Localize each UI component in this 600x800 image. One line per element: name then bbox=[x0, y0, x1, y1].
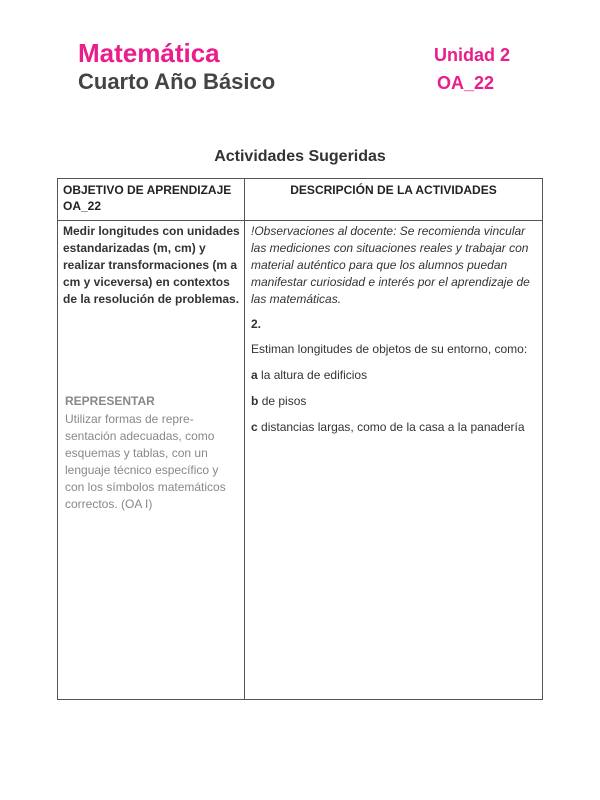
activity-intro: Estiman longitudes de objetos de su entorno, como: bbox=[251, 342, 528, 356]
list-item bbox=[251, 419, 536, 436]
activity-number: 2. bbox=[251, 317, 262, 331]
section-title: Actividades Sugeridas bbox=[214, 148, 386, 165]
item-text: distancias largas, como de la casa a la panadería bbox=[261, 420, 525, 434]
activities-table bbox=[57, 178, 543, 700]
table-row bbox=[58, 221, 543, 700]
header-objective: OBJETIVO DE APRENDIZAJE OA_22 bbox=[58, 179, 245, 221]
grade-subtitle: Cuarto Año Básico bbox=[78, 69, 276, 94]
unit-label: Unidad 2 bbox=[434, 45, 511, 65]
description-cell bbox=[245, 221, 543, 700]
objective-text: Medir longitudes con unidades estandarizadas (m, cm) y realizar transformaciones (m a cm y viceversa) en contextos de la resolución de problemas. bbox=[63, 224, 240, 306]
table-header-row bbox=[58, 179, 543, 221]
subject-title: Matemática bbox=[78, 38, 220, 68]
item-letter: c bbox=[251, 420, 258, 434]
objective-cell bbox=[58, 221, 245, 700]
item-letter: a bbox=[251, 368, 258, 382]
skill-title: REPRESENTAR bbox=[65, 394, 155, 408]
item-letter: b bbox=[251, 394, 259, 408]
list-item bbox=[251, 393, 536, 410]
item-text: la altura de edificios bbox=[261, 368, 368, 382]
teacher-note: !Observaciones al docente: Se recomienda vincular las mediciones con situaciones reales y trabajar con material auténtico para que los alumnos puedan manifestar curiosidad e interés por el aprendizaje de las matemáticas. bbox=[251, 224, 530, 306]
list-item bbox=[251, 367, 536, 384]
oa-code: OA_22 bbox=[437, 73, 495, 93]
item-text: de pisos bbox=[261, 394, 307, 408]
skill-description: Utilizar formas de repre- sentación adecuadas, como esquemas y tablas, con un lenguaje técnico específico y con los símbolos matemáticos correctos. (OA I) bbox=[65, 412, 226, 511]
page-header bbox=[78, 38, 548, 98]
header-description: DESCRIPCIÓN DE LA ACTIVIDADES bbox=[245, 179, 543, 221]
